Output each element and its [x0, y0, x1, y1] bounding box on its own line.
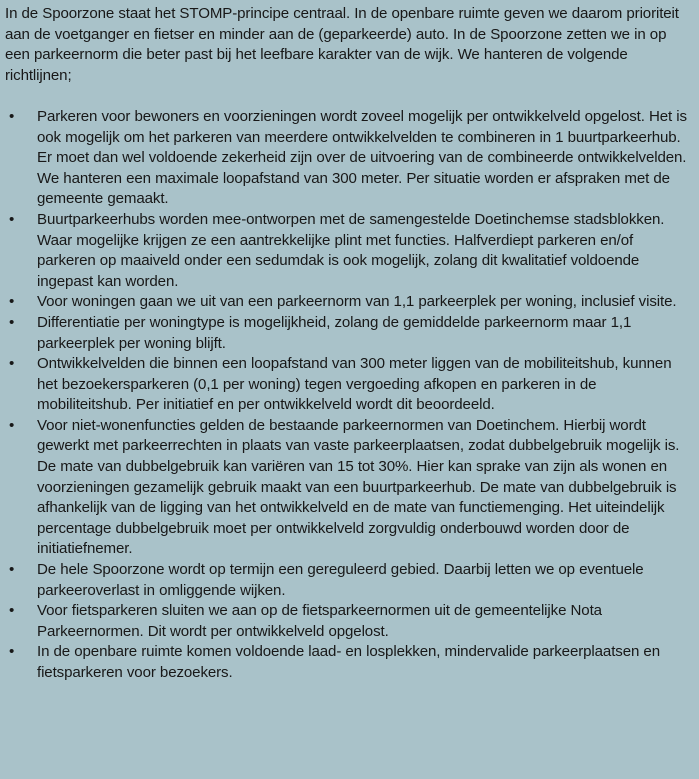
bullet-icon: •: [9, 107, 15, 125]
guideline-text: Buurtparkeerhubs worden mee-ontworpen met de samengestelde Doetinchemse stadsblokken. Waar mogelijke krijgen ze een aantrekkelijke plint met functies. Halfverdiept parkeren en/of parkeren op maaiveld onder een sedumdak is ook mogelijk, zolang dit kwalitatief voldoende ingepast kan worden.: [37, 210, 665, 290]
intro-paragraph: In de Spoorzone staat het STOMP-principe centraal. In de openbare ruimte geven we daarom prioriteit aan de voetganger en fietser en minder aan de (geparkeerde) auto. In de Spoorzone zetten we in op een parkeernorm die beter past bij het leefbare karakter van de wijk. We hanteren de volgende richtlijnen;: [5, 5, 679, 84]
guideline-text: Ontwikkelvelden die binnen een loopafstand van 300 meter liggen van de mobiliteitshub, kunnen het bezoekersparkeren (0,1 per woning) tegen vergoeding afkopen en parkeren in de mobiliteitshub. Per initiatief en per ontwikkelveld wordt dit beoordeeld.: [37, 355, 672, 414]
guideline-text: Voor fietsparkeren sluiten we aan op de fietsparkeernormen uit de gemeentelijke Nota Parkeernormen. Dit wordt per ontwikkelveld opgelost.: [37, 602, 602, 640]
bullet-icon: •: [9, 643, 15, 661]
guideline-item: [5, 560, 693, 601]
bullet-icon: •: [9, 416, 15, 434]
guideline-text: In de openbare ruimte komen voldoende laad- en losplekken, mindervalide parkeerplaatsen en fietsparkeren voor bezoekers.: [37, 643, 660, 681]
bullet-icon: •: [9, 313, 15, 331]
bullet-icon: •: [9, 355, 15, 373]
guideline-item: [5, 107, 693, 210]
guideline-item: [5, 292, 693, 313]
guideline-text: De hele Spoorzone wordt op termijn een gereguleerd gebied. Daarbij letten we op eventuele parkeeroverlast in omliggende wijken.: [37, 561, 644, 599]
guideline-item: [5, 601, 693, 642]
guidelines-list: [5, 107, 693, 684]
bullet-icon: •: [9, 210, 15, 228]
guideline-item: [5, 210, 693, 292]
guideline-text: Voor woningen gaan we uit van een parkeernorm van 1,1 parkeerplek per woning, inclusief visite.: [37, 293, 677, 311]
guideline-item: [5, 313, 693, 354]
bullet-icon: •: [9, 293, 15, 311]
guideline-text: Differentiatie per woningtype is mogelijkheid, zolang de gemiddelde parkeernorm maar 1,1 parkeerplek per woning blijft.: [37, 313, 632, 352]
guideline-item: [5, 416, 693, 560]
guideline-item: [5, 354, 693, 416]
bullet-icon: •: [9, 561, 15, 579]
guideline-text: Voor niet-wonenfuncties gelden de bestaande parkeernormen van Doetinchem. Hierbij wordt gewerkt met parkeerrechten in plaats van vaste parkeerplaatsen, zodat dubbelgebruik mogelijk is. De mate van dubbelgebruik kan variëren van 15 tot 30%. Hier kan sprake van zijn als wonen en voorzieningen gezamelijk gebruik maakt van een buurtparkeerhub. De mate van dubbelgebruik is afhankelijk van de ligging van het ontwikkelveld en de mate van functiemenging. Het uiteindelijk percentage dubbelgebruik moet per ontwikkelveld zorgvuldig onderbouwd worden door de initiatiefnemer.: [37, 416, 680, 558]
guideline-text: Parkeren voor bewoners en voorzieningen wordt zoveel mogelijk per ontwikkelveld opgelost. Het is ook mogelijk om het parkeren van meerdere ontwikkelvelden te combineren in 1 buurtparkeerhub. Er moet dan wel voldoende zekerheid zijn over de uitvoering van de combineerde ontwikkelvelden. We hanteren een maximale loopafstand van 300 meter. Per situatie worden er afspraken met de gemeente gemaakt.: [37, 107, 687, 208]
guideline-item: [5, 642, 693, 683]
bullet-icon: •: [9, 602, 15, 620]
